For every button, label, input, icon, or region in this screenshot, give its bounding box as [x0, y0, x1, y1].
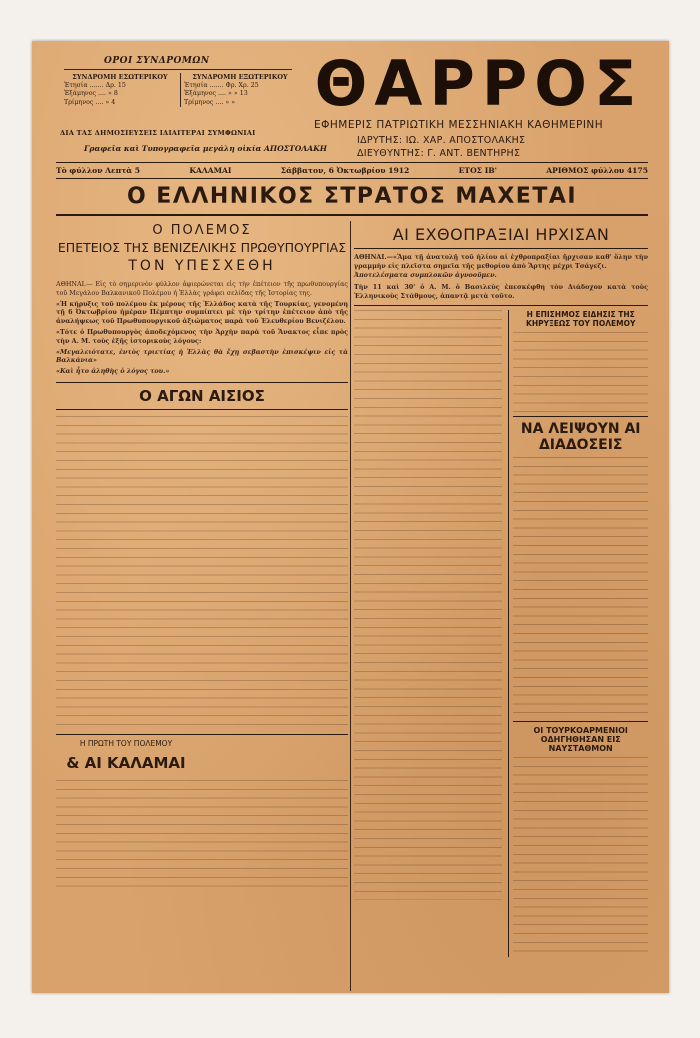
masthead-subtitle: ΕΦΗΜΕΡΙΣ ΠΑΤΡΙΩΤΙΚΗ ΜΕΣΣΗΝΙΑΚΗ ΚΑΘΗΜΕΡΙΝΗ: [314, 119, 604, 131]
article-kicker: Ο ΠΟΛΕΜΟΣ: [152, 223, 252, 238]
issue-year: ΕΤΟΣ ΙΒ': [458, 166, 497, 175]
box-title: ΝΑ ΛΕΙΨΟΥΝ ΑΙ ΔΙΑΔΟΣΕΙΣ: [520, 420, 641, 453]
box-text: [513, 332, 648, 412]
divider: [56, 162, 648, 163]
domestic-subscription: [64, 73, 176, 107]
box-text: [513, 457, 648, 717]
article-lead: Τὴν 11 καὶ 30' ὁ Α. Μ. ὁ Βασιλεὺς ἐπεσκέφθη τὸν Διάδοχον κατὰ τοὺς Ἑλληνικοὺς Στάθμους, ἀπαντᾷ μετὰ τοῦτο.: [354, 283, 648, 301]
foreign-subscription: [180, 73, 296, 107]
domestic-row: Τρίμηνος .... » 4: [64, 98, 116, 106]
column-separator: [350, 221, 351, 991]
divider: [56, 214, 648, 216]
advertising-note: ΔΙΑ ΤΑΣ ΔΗΜΟΣΙΕΥΣΕΙΣ ΙΔΙΑΙΤΕΡΑΙ ΣΥΜΦΩΝΙΑΙ: [60, 129, 256, 137]
article-quote: «Ἡ κήρυξις τοῦ πολέμου ἐκ μέρους τῆς Ἑλλάδος κατὰ τῆς Τουρκίας, γενομένη τῇ 6 Ὀκτωβρίου ἡμέραν Πέμπτην συμπίπτει μὲ τὴν τρίτην ἐπέτειον ἀπὸ τῆς ἀναλήψεως τοῦ Πρωθυπουργικοῦ ἀξιώματος παρὰ τοῦ Ἐλευθερίου Βενιζέλου.: [56, 299, 348, 326]
domestic-row: Ἑξάμηνος .... » 8: [64, 90, 118, 98]
article-quote: «Τότε ὁ Πρωθυπουργὸς ἀποδεχόμενος τὴν Ἀρχὴν παρὰ τοῦ Ἄνακτος εἶπε πρὸς τὴν Α. Μ. τοὺς ἑξῆς ἱστορικοὺς λόγους:: [56, 327, 348, 345]
main-headline: Ο ΕΛΛΗΝΙΚΟΣ ΣΤΡΑΤΟΣ ΜΑΧΕΤΑΙ: [126, 184, 578, 209]
bottom-title: & ΑΙ ΚΑΛΑΜΑΙ: [66, 753, 186, 772]
article-body-text: [354, 310, 502, 900]
article-title: ΕΠΕΤΕΙΟΣ ΤΗΣ ΒΕΝΙΖΕΛΙΚΗΣ ΠΡΩΘΥΠΟΥΡΓΙΑΣ: [57, 240, 347, 255]
article-body-text: [56, 780, 348, 890]
article-quote: «Μεγαλειότατε, ἐντὸς τριετίας ἡ Ἑλλὰς θὰ ἔχῃ σεβαστὴν ἐπισκέψιν εἰς τὰ Βαλκάνια»: [56, 347, 348, 365]
foreign-row: Ἑξάμηνος .... » » 13: [184, 90, 248, 98]
box-text: [513, 757, 648, 957]
domestic-heading: ΣΥΝΔΡΟΜΗ ΕΣΩΤΕΡΙΚΟΥ: [72, 73, 168, 81]
section-title: Ο ΑΓΩΝ ΑΙΣΙΟΣ: [139, 386, 265, 405]
article-lead: ΑΘΗΝΑΙ.— Εἰς τὸ σημερινὸν φύλλον ἀφιερώνεται εἰς τὴν ἐπέτειον τῆς πρωθυπουργίας τοῦ Μεγάλου Βαλκανικοῦ Πολέμου ἡ Ἑλλὰς γράφει σελίδας τῆς Ἱστορίας της.: [56, 280, 348, 297]
article-lead: ΑΘΗΝΑΙ.—«Ἅμα τῇ ἀνατολῇ τοῦ ἡλίου αἱ ἐχθροπραξίαι ἤρχισαν καθ' ὅλην τὴν γραμμὴν εἰς πλεῖστα σημεῖα τῆς μεθορίου ἀπὸ Ἄρτης μέχρι Τσάγεζι.: [354, 253, 648, 270]
issue-date: Σάββατον, 6 Ὀκτωβρίου 1912: [280, 166, 410, 175]
left-column: [56, 221, 348, 890]
article-lead: Ἀποτελέσματα συμπλοκῶν ἀγνοοῦμεν.: [354, 270, 497, 279]
dateline: [56, 166, 648, 175]
subscription-table: [64, 69, 292, 122]
box-title: ΟΙ ΤΟΥΡΚΟΑΡΜΕΝΙΟΙ ΟΔΗΓΗΘΗΣΑΝ ΕΙΣ ΝΑΥΣΤΑΘΜΟΝ: [533, 725, 628, 753]
article-subtitle: ΤΟΝ ΥΠΕΣΧΕΘΗ: [128, 258, 276, 274]
domestic-row: Ἐτησία ....... Δρ. 15: [64, 81, 126, 89]
divider: [56, 178, 648, 179]
masthead-director: ΔΙΕΥΘΥΝΤΗΣ: Γ. ΑΝΤ. ΒΕΝΤΗΡΗΣ: [357, 148, 521, 159]
box-title: Η ΕΠΙΣΗΜΟΣ ΕΙΔΗΣΙΣ ΤΗΣ ΚΗΡΥΞΕΩΣ ΤΟΥ ΠΟΛΕΜΟΥ: [526, 309, 636, 328]
sidebar-boxes: [508, 310, 648, 957]
article-body-text: [56, 416, 348, 726]
bottom-kicker: Η ΠΡΩΤΗ ΤΟΥ ΠΟΛΕΜΟΥ: [79, 738, 173, 748]
article-quote: «Καὶ ἦτο ἀληθὴς ὁ λόγος του.»: [56, 367, 170, 376]
foreign-row: Τρίμηνος .... » »: [184, 98, 236, 106]
foreign-row: Ἐτησία ....... Φρ. Χρ. 25: [184, 81, 259, 89]
masthead-founder: ΙΔΡΥΤΗΣ: ΙΩ. ΧΑΡ. ΑΠΟΣΤΟΛΑΚΗΣ: [357, 135, 526, 146]
issue-place: ΚΑΛΑΜΑΙ: [189, 166, 232, 175]
newspaper-page: [32, 41, 669, 993]
office-address: Γραφεῖα καὶ Τυπογραφεῖα μεγάλη οἰκία ΑΠΟΣΤΟΛΑΚΗ: [84, 144, 327, 153]
foreign-heading: ΣΥΝΔΡΟΜΗ ΕΞΩΤΕΡΙΚΟΥ: [192, 73, 288, 81]
masthead-title: ΘΑΡΡΟΣ: [314, 47, 644, 120]
issue-price: Τὸ φύλλον Λεπτὰ 5: [56, 166, 141, 175]
subscription-title: ΟΡΟΙ ΣΥΝΔΡΟΜΩΝ: [104, 56, 210, 66]
article-title: ΑΙ ΕΧΘΟΠΡΑΞΙΑΙ ΗΡΧΙΣΑΝ: [392, 225, 610, 244]
right-column: [354, 221, 648, 957]
issue-number: ΑΡΙΘΜΟΣ φύλλου 4175: [546, 166, 648, 175]
